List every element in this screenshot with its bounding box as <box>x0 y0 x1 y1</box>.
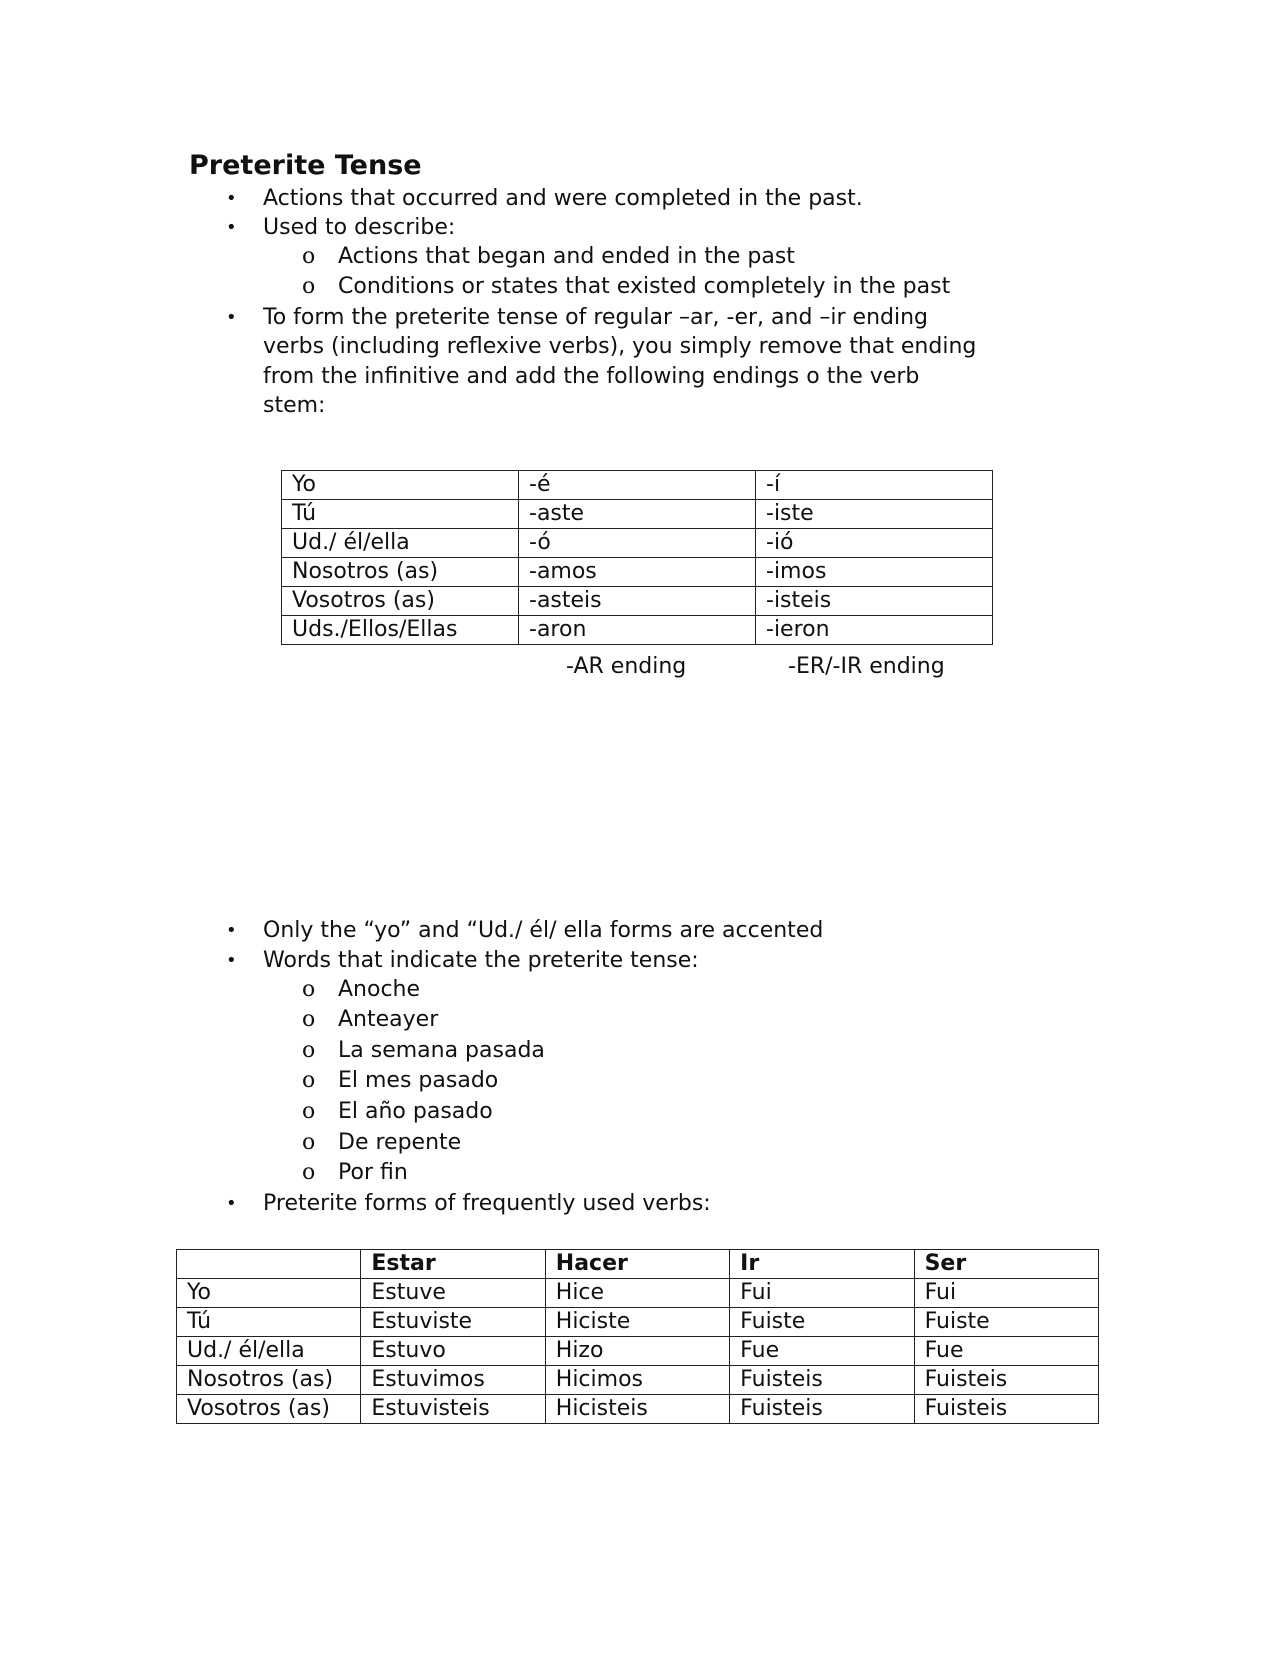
table-cell: Fuisteis <box>730 1366 914 1395</box>
table-cell: -aste <box>519 500 756 529</box>
sub-list-item <box>0 242 1280 272</box>
sub-bullet-icon: o <box>302 1068 316 1093</box>
table-cell: Fuisteis <box>914 1395 1098 1424</box>
table-cell: -imos <box>756 558 993 587</box>
bullet-text: Anteayer <box>338 1007 439 1032</box>
bullet-icon: • <box>226 920 237 941</box>
list-item <box>0 916 1280 946</box>
sub-bullet-text: Conditions or states that existed completely in the past <box>338 274 951 299</box>
table-cell: -é <box>519 471 756 500</box>
table-cell: Fue <box>730 1337 914 1366</box>
sub-list-item <box>0 272 1280 302</box>
column-header: Ser <box>914 1250 1098 1279</box>
table-cell: Yo <box>177 1279 361 1308</box>
table-cell: Ud./ él/ella <box>282 529 519 558</box>
list-item <box>0 213 1280 243</box>
table-row <box>177 1279 1099 1308</box>
endings-table <box>281 470 993 645</box>
sub-bullet-icon: o <box>302 1099 316 1124</box>
table-cell: Estuve <box>361 1279 545 1308</box>
sub-bullet-icon: o <box>302 1160 316 1185</box>
bullet-icon: • <box>226 1193 237 1214</box>
bullet-text: Used to describe: <box>263 215 456 240</box>
table-cell: Fui <box>730 1279 914 1308</box>
table-cell: -iste <box>756 500 993 529</box>
table-cell: -ieron <box>756 616 993 645</box>
table-cell: Vosotros (as) <box>177 1395 361 1424</box>
table-row <box>177 1337 1099 1366</box>
column-header <box>177 1250 361 1279</box>
list-item <box>0 303 1280 333</box>
table-cell: -ó <box>519 529 756 558</box>
list-item <box>0 1189 1280 1219</box>
table-cell: -aron <box>519 616 756 645</box>
bullet-text: Words that indicate the preterite tense: <box>263 948 699 973</box>
table-cell: Tú <box>282 500 519 529</box>
er-ir-ending-caption: -ER/-IR ending <box>788 654 945 679</box>
sub-bullet-text: Actions that began and ended in the past <box>338 244 795 269</box>
table-cell: Nosotros (as) <box>282 558 519 587</box>
sub-bullet-icon: o <box>302 1130 316 1155</box>
sub-bullet-icon: o <box>302 1038 316 1063</box>
bullet-text: El mes pasado <box>338 1068 499 1093</box>
table-row <box>282 500 993 529</box>
table-cell: Fuisteis <box>730 1395 914 1424</box>
verbs-table <box>176 1249 1099 1424</box>
bullet-text-line <box>0 362 1280 392</box>
table-cell: -amos <box>519 558 756 587</box>
table-cell: -ió <box>756 529 993 558</box>
bullet-icon: • <box>226 950 237 971</box>
table-row <box>282 587 993 616</box>
table-header-row <box>177 1250 1099 1279</box>
table-row <box>282 558 993 587</box>
sub-bullet-icon: o <box>302 1007 316 1032</box>
bullet-text: Anoche <box>338 977 421 1002</box>
sub-list-item <box>0 975 1280 1005</box>
table-cell: Fuisteis <box>914 1366 1098 1395</box>
table-cell: Hicimos <box>545 1366 729 1395</box>
table-cell: Yo <box>282 471 519 500</box>
column-header: Ir <box>730 1250 914 1279</box>
bullet-text: De repente <box>338 1130 462 1155</box>
bullet-text: Preterite forms of frequently used verbs: <box>263 1191 711 1216</box>
table-row <box>177 1308 1099 1337</box>
table-cell: Fui <box>914 1279 1098 1308</box>
sub-bullet-icon: o <box>302 977 316 1002</box>
table-row <box>282 471 993 500</box>
table-cell: Estuviste <box>361 1308 545 1337</box>
bullet-text: Actions that occurred and were completed in the past. <box>263 186 863 211</box>
sub-bullet-icon: o <box>302 274 316 299</box>
ar-ending-caption: -AR ending <box>566 654 687 679</box>
table-cell: Fue <box>914 1337 1098 1366</box>
table-row <box>282 529 993 558</box>
table-cell: Uds./Ellos/Ellas <box>282 616 519 645</box>
table-cell: -isteis <box>756 587 993 616</box>
table-cell: Nosotros (as) <box>177 1366 361 1395</box>
bullet-text: La semana pasada <box>338 1038 545 1063</box>
table-cell: Ud./ él/ella <box>177 1337 361 1366</box>
table-cell: Hicisteis <box>545 1395 729 1424</box>
table-row <box>177 1366 1099 1395</box>
table-row <box>282 616 993 645</box>
bullet-text-line <box>0 332 1280 362</box>
bullet-icon: • <box>226 307 237 328</box>
sub-list-item <box>0 1066 1280 1096</box>
bullet-text: Por fin <box>338 1160 408 1185</box>
table-cell: -í <box>756 471 993 500</box>
bullet-icon: • <box>226 217 237 238</box>
table-cell: Estuvisteis <box>361 1395 545 1424</box>
column-header: Estar <box>361 1250 545 1279</box>
table-cell: Hice <box>545 1279 729 1308</box>
bullet-text: El año pasado <box>338 1099 493 1124</box>
column-header: Hacer <box>545 1250 729 1279</box>
bullet-text: stem: <box>263 393 326 418</box>
sub-bullet-icon: o <box>302 244 316 269</box>
bullet-text: from the infinitive and add the following endings o the verb <box>263 364 920 389</box>
list-item <box>0 184 1280 214</box>
table-cell: Fuiste <box>914 1308 1098 1337</box>
sub-list-item <box>0 1097 1280 1127</box>
bullet-text: Only the “yo” and “Ud./ él/ ella forms are accented <box>263 918 824 943</box>
table-cell: -asteis <box>519 587 756 616</box>
sub-list-item <box>0 1158 1280 1188</box>
table-cell: Fuiste <box>730 1308 914 1337</box>
sub-list-item <box>0 1036 1280 1066</box>
page-title: Preterite Tense <box>189 150 422 181</box>
bullet-text-line <box>0 391 1280 421</box>
bullet-text: To form the preterite tense of regular –ar, -er, and –ir ending <box>263 305 929 330</box>
bullet-text: verbs (including reflexive verbs), you simply remove that ending <box>263 334 977 359</box>
table-cell: Tú <box>177 1308 361 1337</box>
list-item <box>0 946 1280 976</box>
bullet-icon: • <box>226 188 237 209</box>
table-cell: Vosotros (as) <box>282 587 519 616</box>
table-cell: Estuvo <box>361 1337 545 1366</box>
table-cell: Hizo <box>545 1337 729 1366</box>
sub-list-item <box>0 1128 1280 1158</box>
table-cell: Estuvimos <box>361 1366 545 1395</box>
table-cell: Hiciste <box>545 1308 729 1337</box>
table-row <box>177 1395 1099 1424</box>
sub-list-item <box>0 1005 1280 1035</box>
